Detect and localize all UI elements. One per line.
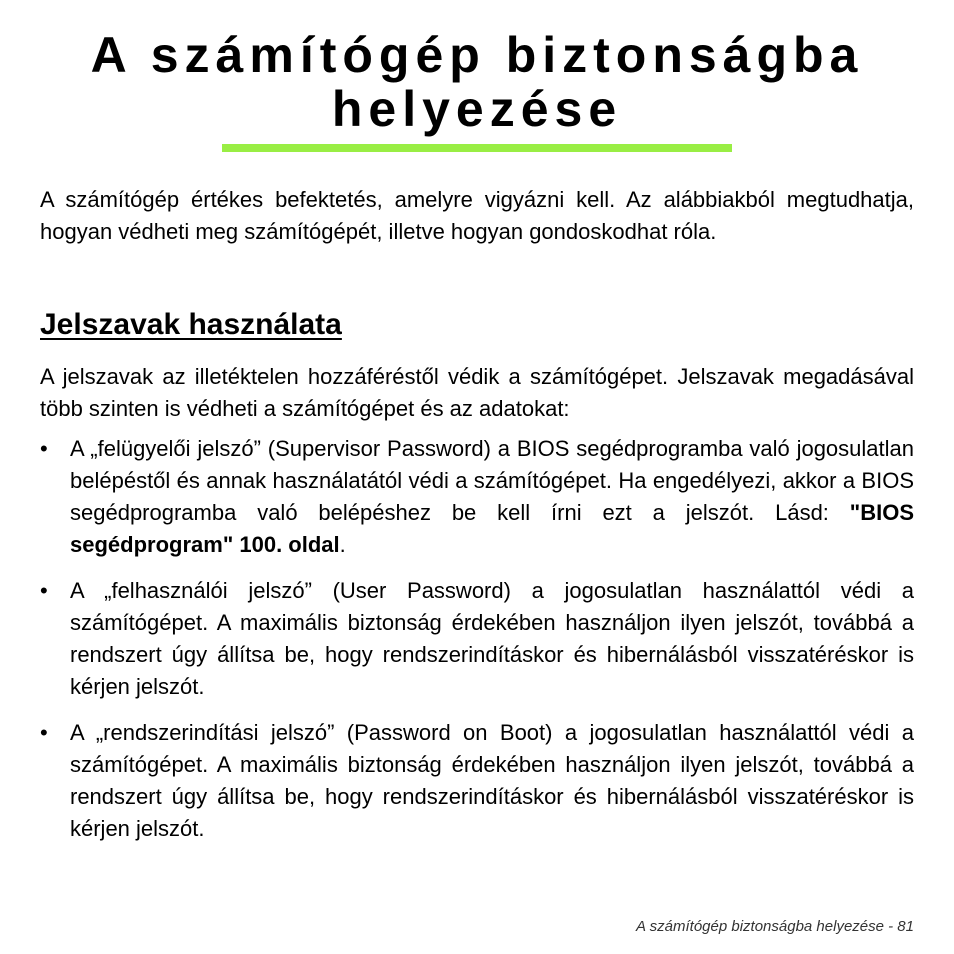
page-title: A számítógép biztonságba helyezése bbox=[90, 27, 864, 137]
document-page bbox=[40, 0, 914, 954]
bullet-icon: • bbox=[40, 578, 48, 603]
list-item-supervisor-password bbox=[40, 433, 914, 561]
list-item-boot-password bbox=[40, 717, 914, 845]
list-item-user-password bbox=[40, 575, 914, 703]
title-underline-bar bbox=[222, 144, 732, 152]
bios-utility-reference-link[interactable]: "BIOS segédprogram" 100. oldal bbox=[70, 500, 914, 557]
list-item-text: A „felügyelői jelszó” (Supervisor Password) a BIOS segédprogramba való jogosulatlan belépéstől és annak használatától védi a számítógépet. Ha engedélyezi, akkor a BIOS segédprogramba való belépéshez be kell írni ezt a jelszót. Lásd: bbox=[70, 436, 914, 525]
bullet-icon: • bbox=[40, 720, 48, 745]
section-intro-paragraph: A jelszavak az illetéktelen hozzáféréstől védik a számítógépet. Jelszavak megadásával több szinten is védheti a számítógépet és az adatokat: bbox=[40, 364, 914, 421]
list-item-text-end: . bbox=[339, 532, 346, 557]
list-item-text: A „felhasználói jelszó” (User Password) a jogosulatlan használattól védi a számítógépet. A maximális biztonság érdekében használjon ilyen jelszót, továbbá a rendszert úgy állítsa be, hogy rendszerindításkor és hibernálásból visszatéréskor is kérjen jelszót. bbox=[70, 578, 914, 699]
page-footer: A számítógép biztonságba helyezése - 81 bbox=[636, 918, 914, 935]
password-types-list bbox=[40, 433, 914, 859]
intro-paragraph: A számítógép értékes befektetés, amelyre vigyázni kell. Az alábbiakból megtudhatja, hogyan védheti meg számítógépét, illetve hogyan gondoskodhat róla. bbox=[40, 187, 914, 244]
section-heading-passwords: Jelszavak használata bbox=[40, 308, 342, 341]
list-item-text: A „rendszerindítási jelszó” (Password on Boot) a jogosulatlan használattól védi a számítógépet. A maximális biztonság érdekében használjon ilyen jelszót, továbbá a rendszert úgy állítsa be, hogy rendszerindításkor és hibernálásból visszatéréskor is kérjen jelszót. bbox=[70, 720, 914, 841]
bullet-icon: • bbox=[40, 436, 48, 461]
